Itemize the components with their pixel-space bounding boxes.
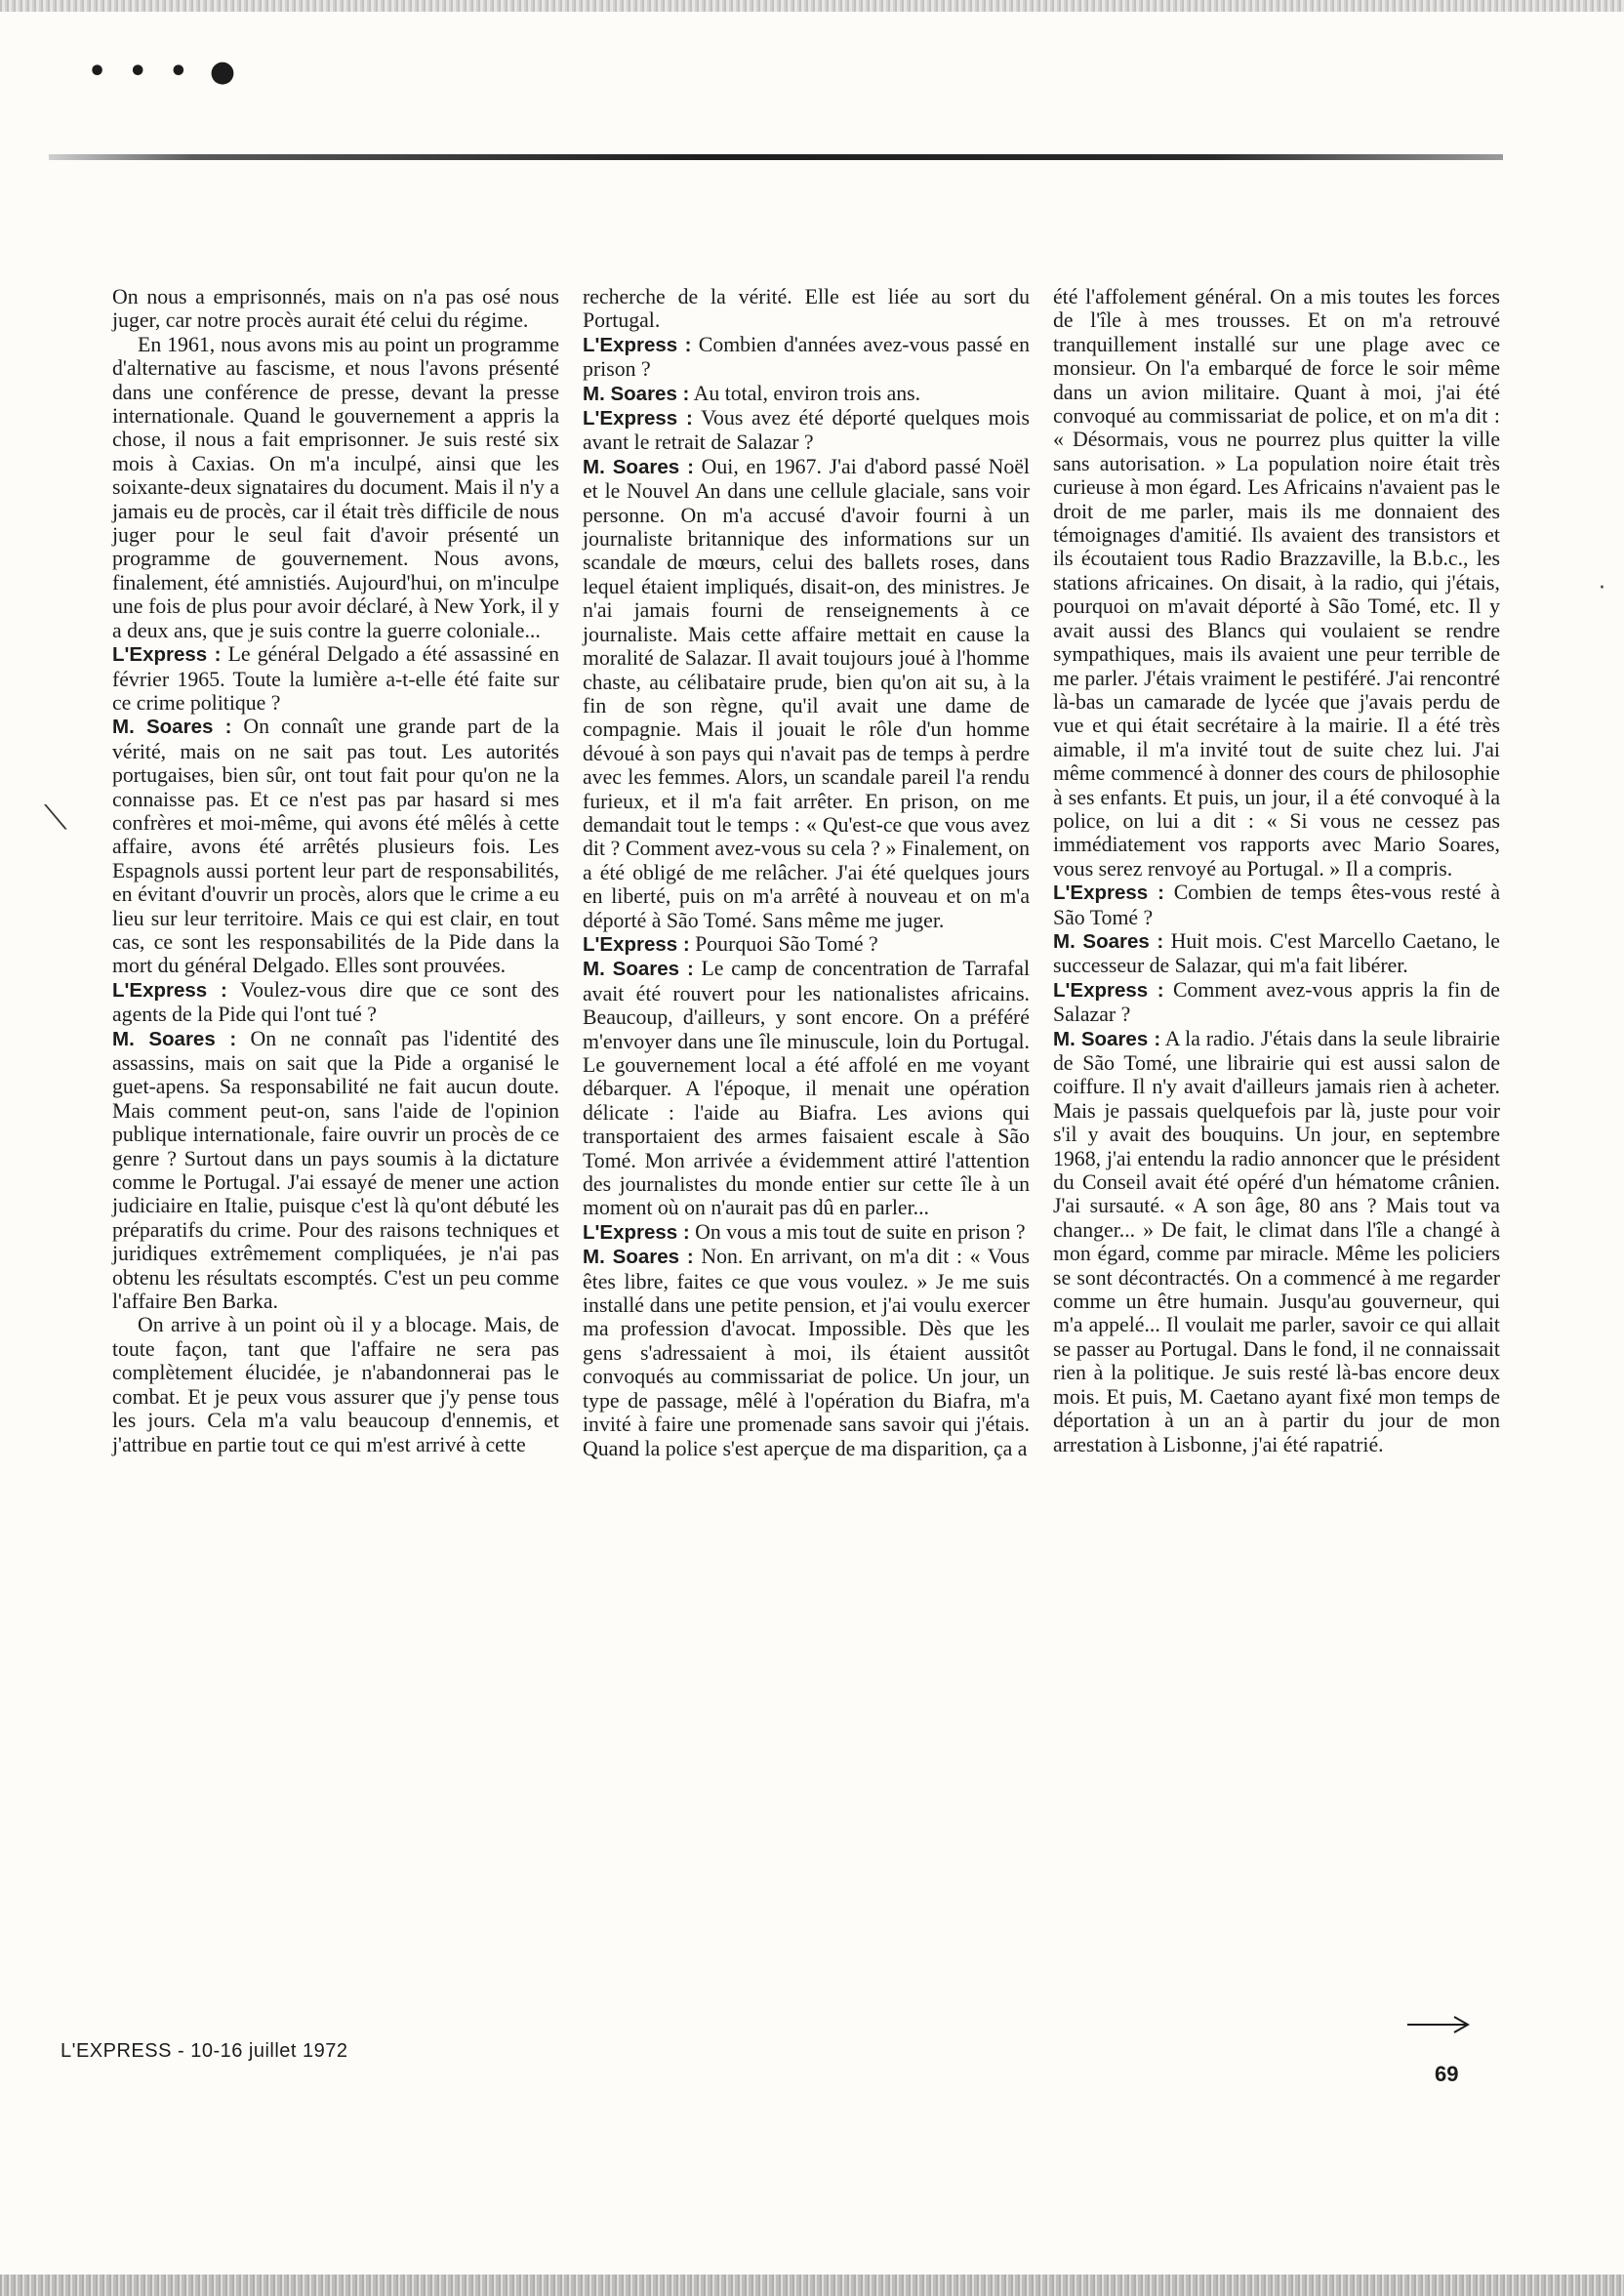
paragraph — [112, 285, 559, 333]
speaker-label: L'Express : — [1053, 882, 1164, 905]
paragraph-text: Non. En arrivant, on m'a dit : « Vous êtes libre, faites ce que vous voulez. » Je me suis installé dans une petite pension, et j'ai voulu exercer ma profession d'avocat. Impossible. Dès que les gens s'adressaient à moi, ils étaient aussitôt convoqués au commissariat de police. Un jour, un type de passage, mêlé à l'opération du Biafra, m'a invité à faire une promenade sans savoir qui j'étais. Quand la police s'est aperçue de ma disparition, ça a — [583, 1245, 1030, 1460]
paragraph-text: Combien d'années avez-vous passé en prison ? — [583, 332, 1030, 382]
paragraph-text: Combien de temps êtes-vous resté à São Tomé ? — [1053, 881, 1501, 929]
paragraph-text: Oui, en 1967. J'ai d'abord passé Noël et le Nouvel An dans une cellule glaciale, sans voir personne. On m'a accusé d'avoir fourni à un journaliste britannique des informations sur un scandale de mœurs, celui des ballets roses, dans lequel étaient impliqués, disait-on, des ministres. Je n'ai jamais fourni de renseignements à ce journaliste. Mais cette affaire mettait en cause la moralité de Salazar. Il avait toujours joué à l'homme chaste, au célibataire prude, bien qu'on ait su, à la fin de son règne, qu'il avait une dame de compagnie. Mais il jouait le rôle d'un homme dévoué à son pays qui n'avait pas de temps à perdre avec les femmes. Alors, un scandale pareil l'a rendu furieux, et il m'a fait arrêter. En prison, on me demandait tout le temps : « Qu'est-ce que vous avez dit ? Comment avez-vous su cela ? » Finalement, on a été obligé de me relâcher. J'ai été quelques jours en liberté, puis on m'a arrêté à nouveau et on m'a déporté à São Tomé. Sans même me juger. — [583, 454, 1030, 932]
paragraph-text: A la radio. J'étais dans la seule librairie de São Tomé, une librairie qui est aussi salon de coiffure. Il n'y avait d'ailleurs jamais rien à acheter. Mais je passais quelquefois par là, juste pour voir s'il y avait des bouquins. Un jour, en septembre 1968, j'ai entendu la radio annoncer que le président du Conseil avait été opéré d'un hématome crânien. J'ai sursauté. « A son âge, 80 ans ? Mais tout va changer... » De fait, le climat dans l'île a changé à mon égard, comme par miracle. Même les policiers se sont décontractés. On a commencé à me regarder comme un être humain. Jusqu'au gouverneur, qui m'a appelé... Il voulait me parler, savoir ce qui allait se passer au Portugal. Dans le fond, il ne connaissait rien à la politique. Je suis resté là-bas encore deux mois. Et puis, M. Caetano ayant fixé mon temps de déportation à un an à partir du jour de mon arrestation à Lisbonne, j'ai été rapatrié. — [1053, 1026, 1500, 1456]
speaker-label: M. Soares : — [583, 1246, 694, 1269]
arrow-right-icon — [1405, 2013, 1472, 2036]
paragraph-text: On connaît une grande part de la vérité, mais on ne sait pas tout. Les autorités portugaises, bien sûr, ont tout fait pour qu'on ne la connaisse pas. Et ce n'est pas par hasard si mes confrères et moi-même, qui avons été mêlés à cette affaire, avons été arrêtés plusieurs fois. Les Espagnols aussi portent leur part de responsabilités, en évitant d'ouvrir un procès, alors que le crime a eu lieu sur leur territoire. Mais ce qui est clair, en tout cas, ce sont les responsabilités de la Pide dans la mort du général Delgado. Elles sont prouvées. — [112, 715, 559, 978]
article-column-1 — [112, 285, 559, 1456]
paragraph-text: Huit mois. C'est Marcello Caetano, le successeur de Salazar, qui m'a fait libérer. — [1053, 928, 1500, 978]
paragraph-text: Pourquoi São Tomé ? — [695, 931, 878, 956]
paragraph — [112, 1027, 559, 1314]
paragraph-text: En 1961, nous avons mis au point un programme d'alternative au fascisme, et nous l'avons présenté dans une conférence de presse, devant la presse internationale. Quand le gouvernement a appris la chose, il nous a fait emprisonner. Je suis resté six mois à Caxias. On m'a inculpé, ainsi que les soixante-deux signataires du document. Mais il n'y a jamais eu de procès, car il était très difficile de nous juger pour le seul fait d'avoir présenté un programme de gouvernement. Nous avons, finalement, été amnistiés. Aujourd'hui, on m'inculpe une fois de plus pour avoir déclaré, à New York, il y a deux ans, que je suis contre la guerre coloniale... — [112, 332, 559, 642]
header-rule — [49, 154, 1503, 160]
speaker-label: M. Soares : — [112, 1027, 237, 1050]
header-ornament: • • • ● — [88, 55, 242, 89]
page-number: 69 — [1435, 2062, 1459, 2086]
paragraph — [112, 1313, 559, 1456]
article-column-2 — [583, 285, 1030, 1460]
paragraph — [583, 455, 1030, 932]
paragraph — [112, 715, 559, 977]
paragraph — [583, 382, 1030, 406]
speaker-label: M. Soares : — [583, 958, 694, 981]
speaker-label: L'Express : — [583, 333, 692, 356]
paragraph-text: On nous a emprisonnés, mais on n'a pas osé nous juger, car notre procès aurait été celui du régime. — [112, 285, 559, 333]
paragraph — [1053, 285, 1500, 881]
paragraph — [583, 1220, 1030, 1245]
paragraph-text: Vous avez été déporté quelques mois avant le retrait de Salazar ? — [583, 406, 1030, 455]
speaker-label: M. Soares : — [1053, 1027, 1161, 1050]
scan-edge-top — [0, 0, 1624, 12]
speaker-label: M. Soares : — [583, 455, 694, 478]
paragraph — [112, 642, 559, 715]
margin-mark: · — [1599, 576, 1605, 600]
paragraph — [583, 957, 1030, 1219]
publication-footer: L'EXPRESS - 10-16 juillet 1972 — [61, 2040, 348, 2062]
paragraph-text: Voulez-vous dire que ce sont des agents de la Pide qui l'ont tué ? — [112, 977, 559, 1027]
speaker-label: L'Express : — [583, 407, 693, 430]
paragraph-text: Le camp de concentration de Tarrafal avait été rouvert pour les nationalistes africains. Beaucoup, d'ailleurs, y sont encore. On a préféré m'envoyer dans une île minuscule, loin du Portugal. Le gouvernement local a été affolé en me voyant débarquer. A l'époque, il menait une opération délicate : l'aide au Biafra. Les avions qui transportaient des armes faisaient escale à São Tomé. Mon arrivée a évidemment attiré l'attention des journalistes du monde entier sur cette île à un moment où on n'aurait pas dû en parler... — [583, 957, 1030, 1220]
paragraph-text: On arrive à un point où il y a blocage. Mais, de toute façon, tant que l'affaire ne sera pas complètement élucidée, je n'abandonnerai pas le combat. Et je peux vous assurer que j'y pense tous les jours. Cela m'a valu beaucoup d'ennemis, et j'attribue en partie tout ce qui m'est arrivé à cette — [112, 1313, 559, 1456]
speaker-label: L'Express : — [112, 643, 222, 667]
paragraph — [1053, 929, 1500, 978]
paragraph-text: Au total, environ trois ans. — [693, 381, 921, 405]
paragraph — [583, 1245, 1030, 1460]
speaker-label: L'Express : — [112, 978, 227, 1002]
article-column-3 — [1053, 285, 1500, 1456]
paragraph — [112, 333, 559, 642]
paragraph — [1053, 881, 1500, 929]
speaker-label: L'Express : — [583, 1220, 690, 1244]
speaker-label: M. Soares : — [1053, 929, 1164, 953]
paragraph — [583, 333, 1030, 382]
paragraph-text: Comment avez-vous appris la fin de Salazar ? — [1053, 977, 1500, 1027]
paragraph — [1053, 978, 1500, 1027]
paragraph-text: On vous a mis tout de suite en prison ? — [695, 1219, 1026, 1244]
paragraph-text: recherche de la vérité. Elle est liée au sort du Portugal. — [583, 285, 1030, 333]
speaker-label: M. Soares : — [112, 716, 232, 739]
paragraph-text: On ne connaît pas l'identité des assassins, mais on sait que la Pide a organisé le guet-apens. Sa responsabilité ne fait aucun doute. Mais comment peut-on, sans l'aide de l'opinion publique internationale, faire ouvrir un procès de ce genre ? Surtout dans un pays soumis à la dictature comme le Portugal. J'ai essayé de mener une action judiciaire en Italie, puisque c'est là qu'ont débuté les préparatifs du crime. Pour des raisons techniques et juridiques extrêmement compliquées, je n'ai pas obtenu les résultats escomptés. C'est un peu comme l'affaire Ben Barka. — [112, 1026, 559, 1314]
paragraph — [583, 932, 1030, 957]
scan-edge-bottom — [0, 2275, 1624, 2296]
speaker-label: L'Express : — [1053, 978, 1164, 1002]
speaker-label: L'Express : — [583, 932, 690, 956]
paragraph-text: été l'affolement général. On a mis toutes les forces de l'île à mes trousses. Et on m'a retrouvé tranquillement installé sur une plage avec ce monsieur. On l'a embarqué de force le soir même dans un avion militaire. Quant à moi, j'ai été convoqué au commissariat de police, et on m'a dit : « Désormais, vous ne pourrez plus quitter la ville sans autorisation. » La population noire était très curieuse à mon égard. Les Africains n'avaient pas le droit de me parler, mais ils me donnaient des témoignages d'amitié. Ils avaient des transistors et ils écoutaient tous Radio Brazzaville, la B.b.c., les stations africaines. On disait, à la radio, qui j'étais, pourquoi on m'avait déporté à São Tomé, etc. Il y avait aussi des Blancs qui voulaient se rendre sympathiques, mais ils avaient une peur terrible de me parler. J'étais vraiment le pestiféré. J'ai rencontré là-bas un camarade de lycée que j'avais perdu de vue et qui était secrétaire à la mairie. Il a été très aimable, il m'a invité tout de suite chez lui. J'ai même commencé à donner des cours de philosophie à ses enfants. Et puis, un jour, il a été convoqué à la police, on lui a dit : « Si vous ne cessez pas immédiatement vos rapports avec Mario Soares, vous serez renvoyé au Portugal. » Il a compris. — [1053, 285, 1500, 881]
paragraph — [1053, 1027, 1500, 1456]
paragraph-text: Le général Delgado a été assassiné en février 1965. Toute la lumière a-t-elle été faite sur ce crime politique ? — [112, 642, 559, 715]
paragraph — [583, 406, 1030, 455]
paragraph — [583, 285, 1030, 333]
speaker-label: M. Soares : — [583, 382, 690, 405]
margin-mark: ⟍ — [44, 799, 67, 838]
paragraph — [112, 978, 559, 1027]
